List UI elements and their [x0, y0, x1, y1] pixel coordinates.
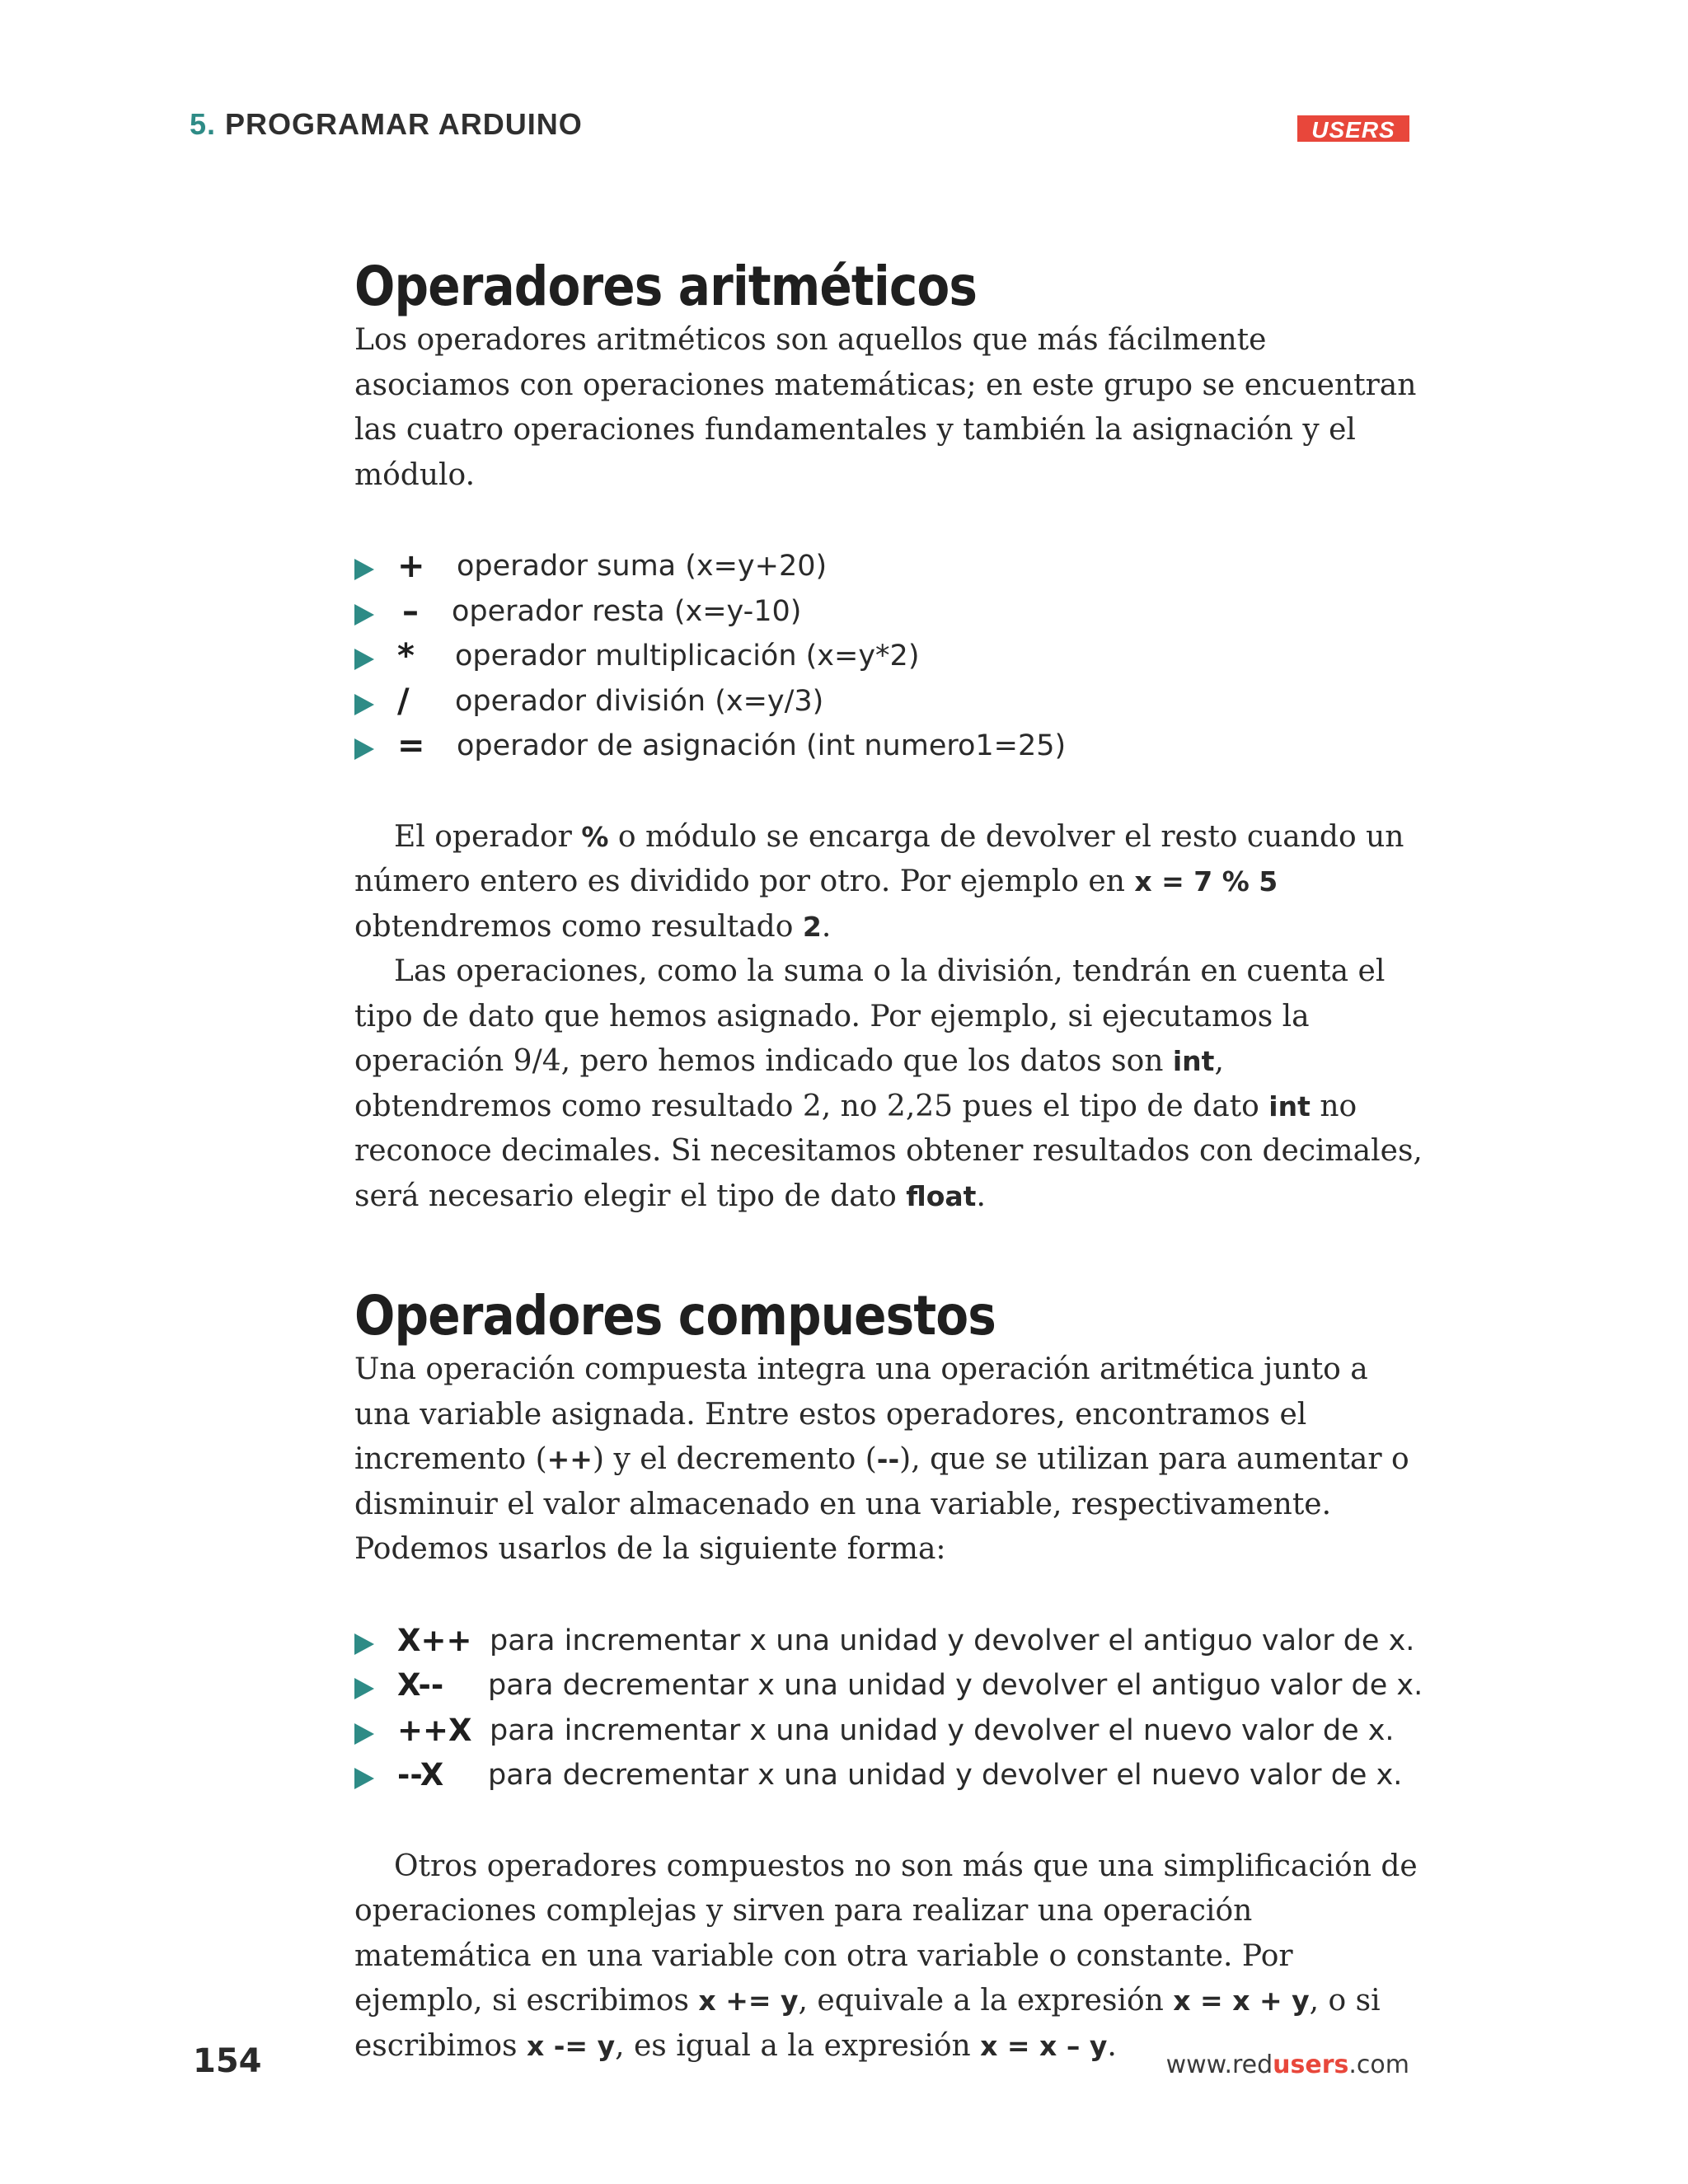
list-item — [354, 1708, 1426, 1754]
section-title-compound: Operadores compuestos — [354, 1284, 996, 1347]
operator-description: operador suma (x=y+20) — [457, 550, 828, 583]
operator-description: operador resta (x=y-10) — [452, 594, 802, 628]
bullet-arrow-icon — [354, 559, 374, 580]
datatype-paragraph: Las operaciones, como la suma o la división, tendrán en cuenta el tipo de dato que hemos asignado. Por ejemplo, si ejecutamos la operación 9/4, pero hemos indicado que los datos son int, obtendremos como resultado 2, no 2,25 pues el tipo de dato int no reconoce decimales. Si necesitamos obtener resultados con decimales, será necesario elegir el tipo de dato float. — [354, 954, 1423, 1213]
operator-description: operador de asignación (int numero1=25) — [457, 729, 1067, 762]
page-content — [354, 255, 1426, 2069]
bullet-arrow-icon — [354, 1633, 374, 1655]
list-item — [354, 634, 1426, 679]
arithmetic-intro: Los operadores aritméticos son aquellos que más fácilmente asociamos con operaciones matemáticas; en este grupo se encuentran las cuatro operaciones fundamentales y también la asignación y el módulo. — [354, 323, 1417, 492]
arithmetic-operator-list — [354, 544, 1426, 769]
chapter-number: 5. — [190, 107, 217, 141]
operator-symbol: --X — [397, 1757, 444, 1793]
users-logo: USERS — [1297, 115, 1409, 142]
operator-symbol: ++X — [397, 1712, 472, 1748]
list-item — [354, 544, 1426, 589]
list-item — [354, 724, 1426, 769]
section-title-arithmetic: Operadores aritméticos — [354, 255, 978, 318]
footer-website-link[interactable]: www.redusers.com — [1165, 2050, 1409, 2079]
chapter-title: PROGRAMAR ARDUINO — [225, 107, 583, 141]
operator-description: para incrementar x una unidad y devolver el antiguo valor de x. — [490, 1624, 1415, 1657]
list-item — [354, 1619, 1426, 1664]
bullet-arrow-icon — [354, 694, 374, 715]
compound-assignment-paragraph: Otros operadores compuestos no son más que una simplificación de operaciones complejas y sirven para realizar una operación matemática en una variable con otra variable o constante. Por ejemplo, si escribimos x += y, equivale a la expresión x = x + y, o si escribimos x -= y, es igual a la expresión x = x – y. — [354, 1849, 1418, 2063]
bullet-arrow-icon — [354, 1768, 374, 1789]
operator-symbol: / — [397, 682, 410, 720]
list-item — [354, 679, 1426, 724]
bullet-arrow-icon — [354, 738, 374, 760]
operator-description: operador división (x=y/3) — [455, 684, 824, 718]
bullet-arrow-icon — [354, 604, 374, 626]
modulo-paragraph: El operador % o módulo se encarga de devolver el resto cuando un número entero es dividido por otro. Por ejemplo en x = 7 % 5 obtendremos como resultado 2. — [354, 819, 1404, 944]
list-item — [354, 1753, 1426, 1798]
bullet-arrow-icon — [354, 1723, 374, 1745]
operator-symbol: – — [402, 592, 419, 630]
operator-symbol: = — [397, 727, 425, 765]
chapter-heading — [190, 107, 583, 142]
operator-description: para decrementar x una unidad y devolver el antiguo valor de x. — [488, 1669, 1423, 1702]
operator-symbol: * — [397, 637, 415, 675]
operator-description: para decrementar x una unidad y devolver el nuevo valor de x. — [488, 1759, 1403, 1792]
bullet-arrow-icon — [354, 1678, 374, 1699]
list-item — [354, 589, 1426, 635]
compound-operator-list — [354, 1619, 1426, 1798]
operator-description: operador multiplicación (x=y*2) — [455, 640, 920, 673]
page-header — [190, 107, 1409, 152]
compound-intro-2: Podemos usarlos de la siguiente forma: — [354, 1532, 946, 1566]
operator-description: para incrementar x una unidad y devolver el nuevo valor de x. — [490, 1713, 1395, 1747]
compound-intro: Una operación compuesta integra una operación aritmética junto a una variable asignada. Entre estos operadores, encontramos el incremento (++) y el decremento (--), que se utilizan para aumentar o disminuir el valor almacenado en una variable, respectivamente. — [354, 1352, 1409, 1521]
bullet-arrow-icon — [354, 649, 374, 670]
operator-symbol: X++ — [397, 1622, 472, 1658]
operator-symbol: X-- — [397, 1667, 444, 1703]
list-item — [354, 1663, 1426, 1708]
page-number: 154 — [193, 2042, 262, 2080]
operator-symbol: + — [397, 547, 425, 585]
